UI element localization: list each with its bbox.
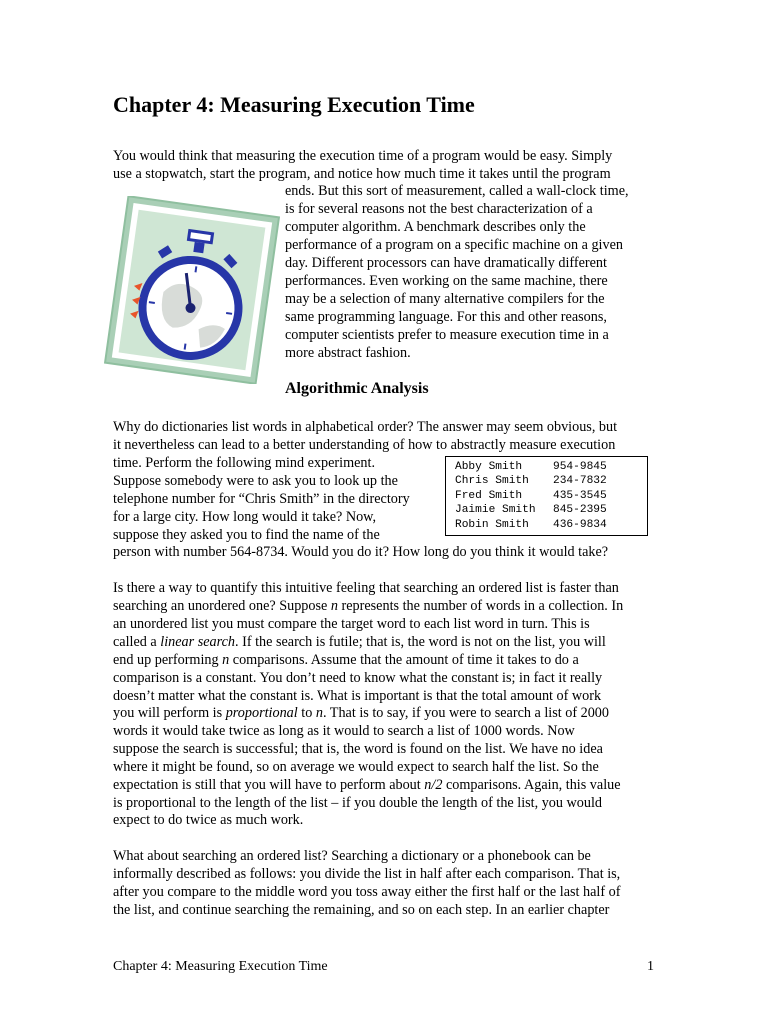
para2-line: suppose the search is successful; that is, the word is found on the list. We have no idea <box>113 741 603 757</box>
para2-line: where it might be found, so on average we would expect to search half the list. So the <box>113 759 599 775</box>
para2-line: expectation is still that you will have to perform about n/2 comparisons. Again, this value <box>113 777 621 793</box>
phonebook-row <box>455 474 647 488</box>
phonebook-number: 234-7832 <box>553 475 607 488</box>
para3-line: What about searching an ordered list? Searching a dictionary or a phonebook can be <box>113 848 591 864</box>
intro-line: performance of a program on a specific machine on a given <box>285 237 623 253</box>
para1-line: suppose they asked you to find the name of the <box>113 527 380 543</box>
footer-chapter-title: Chapter 4: Measuring Execution Time <box>113 959 328 974</box>
intro-line: performances. Even working on the same machine, there <box>285 273 608 289</box>
para1-line: Why do dictionaries list words in alphabetical order? The answer may seem obvious, but <box>113 419 618 435</box>
para1-line: Suppose somebody were to ask you to look up the <box>113 473 398 489</box>
intro-line: ends. But this sort of measurement, called a wall-clock time, <box>285 183 629 199</box>
para1-line: time. Perform the following mind experiment. <box>113 455 376 471</box>
para1-line: it nevertheless can lead to a better understanding of how to abstractly measure execution <box>113 437 616 453</box>
phonebook-name: Fred Smith <box>455 489 523 502</box>
page-title: Chapter 4: Measuring Execution Time <box>113 92 475 117</box>
page-number: 1 <box>647 959 654 974</box>
para3-line: the list, and continue searching the remaining, and so on each step. In an earlier chapter <box>113 902 610 918</box>
para2-line: you will perform is proportional to n. That is to say, if you were to search a list of 2000 <box>113 705 609 721</box>
para1-line: person with number 564-8734. Would you do it? How long do you think it would take? <box>113 544 609 560</box>
para2-line: is proportional to the length of the list – if you double the length of the list, you would <box>113 795 603 811</box>
para2-line: comparison is a constant. You don’t need to know what the constant is; in fact it really <box>113 670 603 686</box>
intro-line: computer scientists prefer to measure execution time in a <box>285 327 609 343</box>
para2-line: end up performing n comparisons. Assume that the amount of time it takes to do a <box>113 652 579 668</box>
stopwatch-clipart <box>104 196 280 389</box>
intro-line: day. Different processors can have dramatically different <box>285 255 607 271</box>
intro-line: computer algorithm. A benchmark describes only the <box>285 219 586 235</box>
phonebook-number: 845-2395 <box>553 504 607 517</box>
phonebook-row <box>455 489 647 503</box>
para2-line: an unordered list you must compare the target word to each list word in turn. This is <box>113 616 590 632</box>
intro-line: more abstract fashion. <box>285 345 411 361</box>
stopwatch-icon <box>104 196 280 384</box>
phonebook-name: Jaimie Smith <box>455 504 536 517</box>
phonebook-name: Abby Smith <box>455 461 523 473</box>
phonebook-row <box>455 503 647 517</box>
phonebook-number: 436-9834 <box>553 518 607 531</box>
phonebook-table <box>445 456 648 536</box>
intro-line: You would think that measuring the execution time of a program would be easy. Simply <box>113 148 613 164</box>
intro-line: is for several reasons not the best characterization of a <box>285 201 593 217</box>
intro-line: may be a selection of many alternative compilers for the <box>285 291 605 307</box>
para2-line: called a linear search. If the search is futile; that is, the word is not on the list, you will <box>113 634 606 650</box>
para1-line: telephone number for “Chris Smith” in the directory <box>113 491 410 507</box>
phonebook-row <box>455 518 647 532</box>
intro-line: same programming language. For this and other reasons, <box>285 309 607 325</box>
para2-line: searching an unordered one? Suppose n represents the number of words in a collection. In <box>113 598 624 614</box>
intro-line: use a stopwatch, start the program, and notice how much time it takes until the program <box>113 166 611 182</box>
section-heading: Algorithmic Analysis <box>285 380 429 397</box>
para3-line: after you compare to the middle word you toss away either the first half or the last half of <box>113 884 621 900</box>
phonebook-number: 954-9845 <box>553 461 607 473</box>
para2-line: doesn’t matter what the constant is. What is important is that the total amount of work <box>113 688 602 704</box>
para2-line: Is there a way to quantify this intuitive feeling that searching an ordered list is faster than <box>113 580 619 596</box>
para3-line: informally described as follows: you divide the list in half after each comparison. That is, <box>113 866 621 882</box>
phonebook-name: Chris Smith <box>455 475 529 488</box>
para1-line: for a large city. How long would it take? Now, <box>113 509 377 525</box>
phonebook-name: Robin Smith <box>455 518 529 531</box>
para2-line: words it would take twice as long as it would to search a list of 1000 words. Now <box>113 723 575 739</box>
phonebook-row <box>455 460 647 474</box>
phonebook-number: 435-3545 <box>553 489 607 502</box>
para2-line: expect to do twice as much work. <box>113 812 304 828</box>
